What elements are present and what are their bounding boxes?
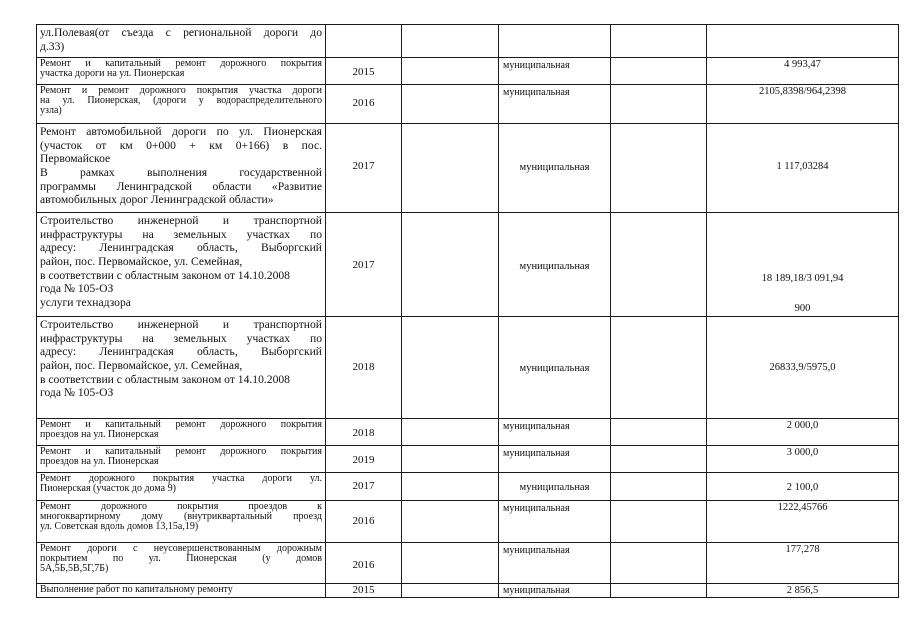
- empty-cell: [402, 543, 499, 584]
- empty-cell: [402, 317, 499, 419]
- year-value: 2016: [352, 559, 375, 571]
- empty-cell: [611, 58, 707, 85]
- empty-cell: [611, 584, 707, 598]
- table-row: [37, 85, 899, 124]
- amount-cell: [707, 213, 899, 317]
- ownership-type: муниципальная: [503, 545, 570, 556]
- year-value: 2019: [352, 454, 375, 466]
- description-cell: [37, 473, 326, 501]
- amount-cell: [707, 317, 899, 419]
- year-value: 2017: [352, 480, 375, 492]
- description-line: 5А,5Б,5В,5Г,7Б): [40, 563, 109, 574]
- empty-cell: [402, 58, 499, 85]
- description-cell: [37, 213, 326, 317]
- amount-cell: [707, 446, 899, 473]
- type-cell: [499, 419, 611, 446]
- table-row: [37, 25, 899, 58]
- empty-cell: [611, 85, 707, 124]
- empty-cell: [611, 543, 707, 584]
- type-cell: [499, 584, 611, 598]
- description-line: Первомайское: [40, 152, 111, 166]
- year-cell: [326, 473, 402, 501]
- amount-value: 2 856,5: [786, 585, 819, 596]
- empty-cell: [402, 473, 499, 501]
- ownership-type: муниципальная: [503, 60, 570, 71]
- year-value: 2015: [352, 66, 375, 78]
- empty-cell: [611, 473, 707, 501]
- type-cell: [499, 543, 611, 584]
- empty-cell: [402, 501, 499, 543]
- description-line: Ремонт и капитальный ремонт дорожного покрытия: [40, 446, 322, 457]
- empty-cell: [611, 501, 707, 543]
- year-value: 2018: [352, 427, 375, 439]
- description-cell: [37, 543, 326, 584]
- table-row: [37, 501, 899, 543]
- empty-cell: [402, 85, 499, 124]
- empty-cell: [611, 446, 707, 473]
- empty-cell: [402, 446, 499, 473]
- description-line: покрытием по ул. Пионерская (у домов: [40, 553, 322, 564]
- ownership-type: муниципальная: [503, 448, 570, 459]
- ownership-type: муниципальная: [519, 363, 590, 374]
- description-line: Ремонт дорожного покрытия участка дороги ул.: [40, 473, 322, 484]
- description-line: программы Ленинградской области «Развитие: [40, 179, 322, 193]
- description-line: район, пос. Первомайское, ул. Семейная,: [40, 255, 243, 269]
- description-line: года № 105-ОЗ: [40, 386, 114, 400]
- amount-cell: [707, 419, 899, 446]
- amount-value: 2 100,0: [786, 482, 819, 493]
- type-cell: [499, 124, 611, 213]
- description-line: многоквартирному дому (внутриквартальный проезд: [40, 511, 322, 522]
- amount-value: 4 993,47: [784, 59, 821, 70]
- description-line: адресу: Ленинградская область, Выборгский: [40, 345, 322, 359]
- description-line: Ремонт и капитальный ремонт дорожного покрытия: [40, 58, 322, 69]
- description-cell: [37, 446, 326, 473]
- description-line: Ремонт и ремонт дорожного покрытия участка дороги: [40, 85, 322, 96]
- type-cell: [499, 25, 611, 58]
- ownership-type: муниципальная: [519, 162, 590, 173]
- year-cell: [326, 446, 402, 473]
- ownership-type: муниципальная: [503, 87, 570, 98]
- table-row: [37, 58, 899, 85]
- year-cell: [326, 543, 402, 584]
- year-cell: [326, 213, 402, 317]
- year-cell: [326, 317, 402, 419]
- amount-cell: [707, 501, 899, 543]
- year-value: 2016: [352, 97, 375, 109]
- amount-value: 3 000,0: [786, 447, 819, 458]
- amount-value: 2105,8398/964,2398: [759, 86, 846, 97]
- description-line: Выполнение работ по капитальному ремонту: [40, 584, 233, 595]
- year-cell: [326, 58, 402, 85]
- table-row: [37, 317, 899, 419]
- year-value: 2016: [352, 515, 375, 527]
- ownership-type: муниципальная: [519, 261, 590, 272]
- empty-cell: [402, 213, 499, 317]
- year-value: 2017: [352, 259, 375, 271]
- description-line: В рамках выполнения государственной: [40, 166, 322, 180]
- empty-cell: [402, 124, 499, 213]
- table-row: [37, 473, 899, 501]
- description-cell: [37, 124, 326, 213]
- description-line: д.33): [40, 39, 65, 53]
- amount-value: 1 117,03284: [776, 161, 829, 172]
- amount-cell: [707, 58, 899, 85]
- type-cell: [499, 501, 611, 543]
- description-line: ул. Советская вдоль домов 13,15а,19): [40, 521, 199, 532]
- empty-cell: [402, 25, 499, 58]
- table-row: [37, 584, 899, 598]
- amount-cell: [707, 584, 899, 598]
- description-line: на ул. Пионерская, (дороги у водораспределительного: [40, 95, 322, 106]
- year-cell: [326, 419, 402, 446]
- empty-cell: [402, 419, 499, 446]
- description-line: Ремонт автомобильной дороги по ул. Пионерская: [40, 125, 322, 138]
- amount-cell: [707, 473, 899, 501]
- description-line: в соответствии с областным законом от 14.10.2008: [40, 268, 290, 282]
- description-line: район, пос. Первомайское, ул. Семейная,: [40, 359, 243, 373]
- description-cell: [37, 85, 326, 124]
- ownership-type: муниципальная: [503, 503, 570, 514]
- year-cell: [326, 85, 402, 124]
- description-line: узла): [40, 105, 62, 116]
- description-line: года № 105-ОЗ: [40, 282, 114, 296]
- type-cell: [499, 446, 611, 473]
- ownership-type: муниципальная: [519, 482, 590, 493]
- supervision-amount-value: 900: [794, 303, 811, 314]
- empty-cell: [611, 213, 707, 317]
- amount-cell: [707, 25, 899, 58]
- description-line: участка дороги на ул. Пионерская: [40, 68, 185, 79]
- empty-cell: [611, 25, 707, 58]
- description-cell: [37, 317, 326, 419]
- description-line: автомобильных дорог Ленинградской области»: [40, 193, 274, 207]
- amount-cell: [707, 543, 899, 584]
- description-cell: [37, 419, 326, 446]
- table-row: [37, 124, 899, 213]
- description-line: Ремонт дорожного покрытия проездов к: [40, 501, 322, 512]
- amount-value: 1222,45766: [777, 502, 828, 513]
- year-cell: [326, 501, 402, 543]
- year-value: 2015: [352, 584, 375, 596]
- description-line: проездов на ул. Пионерская: [40, 456, 159, 467]
- description-cell: [37, 501, 326, 543]
- amount-value: 2 000,0: [786, 420, 819, 431]
- description-cell: [37, 584, 326, 598]
- description-line: инфраструктуры на земельных участках по: [40, 227, 322, 241]
- type-cell: [499, 85, 611, 124]
- empty-cell: [611, 124, 707, 213]
- description-cell: [37, 58, 326, 85]
- year-value: 2018: [352, 361, 375, 373]
- description-line: Пионерская (участок до дома 9): [40, 483, 176, 494]
- type-cell: [499, 58, 611, 85]
- empty-cell: [611, 419, 707, 446]
- amount-value: 18 189,18/3 091,94: [761, 273, 844, 284]
- description-line: Ремонт и капитальный ремонт дорожного покрытия: [40, 419, 322, 430]
- description-cell: [37, 25, 326, 58]
- description-line: Строительство инженерной и транспортной: [40, 318, 322, 331]
- table-row: [37, 213, 899, 317]
- empty-cell: [402, 584, 499, 598]
- amount-cell: [707, 124, 899, 213]
- table-row: [37, 446, 899, 473]
- empty-cell: [611, 317, 707, 419]
- description-line: проездов на ул. Пионерская: [40, 429, 159, 440]
- table-row: [37, 419, 899, 446]
- description-line: инфраструктуры на земельных участках по: [40, 331, 322, 345]
- description-line: (участок от км 0+000 + км 0+166) в пос.: [40, 138, 322, 152]
- year-cell: [326, 584, 402, 598]
- type-cell: [499, 473, 611, 501]
- description-line: в соответствии с областным законом от 14.10.2008: [40, 372, 290, 386]
- amount-value: 26833,9/5975,0: [769, 362, 836, 373]
- description-line: Строительство инженерной и транспортной: [40, 214, 322, 227]
- description-line: Ремонт дороги с неусовершенствованным дорожным: [40, 543, 322, 554]
- ownership-type: муниципальная: [503, 421, 570, 432]
- amount-value: 177,278: [785, 544, 820, 555]
- year-cell: [326, 25, 402, 58]
- year-value: 2017: [352, 160, 375, 172]
- table-row: [37, 543, 899, 584]
- amount-cell: [707, 85, 899, 124]
- ownership-type: муниципальная: [503, 585, 570, 596]
- year-cell: [326, 124, 402, 213]
- type-cell: [499, 213, 611, 317]
- works-table: [36, 24, 899, 598]
- description-line: услуги технадзора: [40, 296, 131, 310]
- type-cell: [499, 317, 611, 419]
- description-line: адресу: Ленинградская область, Выборгский: [40, 241, 322, 255]
- description-line: ул.Полевая(от съезда с региональной дороги до: [40, 26, 322, 39]
